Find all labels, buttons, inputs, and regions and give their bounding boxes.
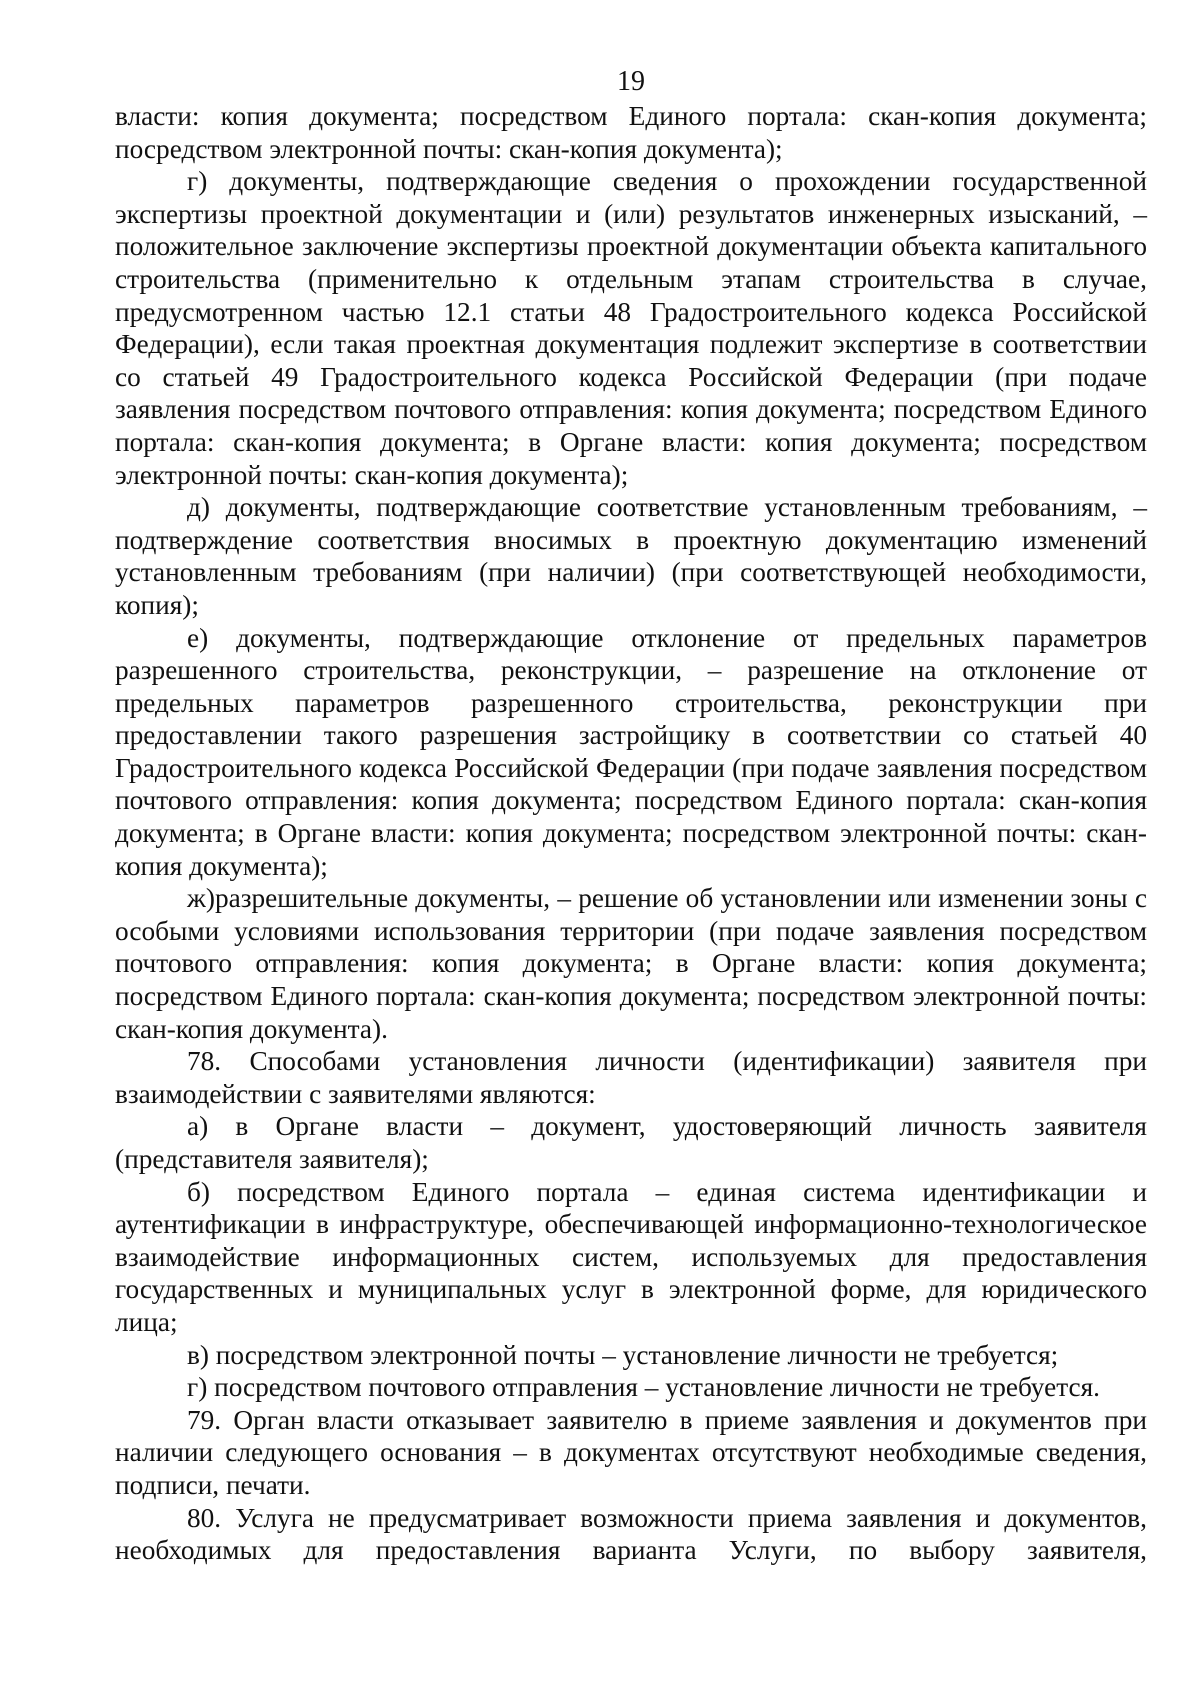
paragraph-78-item-b: б) посредством Единого портала – единая система идентификации и аутентификации в инфраструктуре, обеспечивающей информационно-технологическое взаимодействие информационных систем, используемых для предоставления государственных и муниципальных услуг в электронной форме, для юридического лица; [115,1176,1147,1337]
paragraph-item-d-compliance: д) документы, подтверждающие соответствие установленным требованиям, – подтверждение соответствия вносимых в проектную документацию изменений установленным требованиям (при наличии) (при соответствующей необходимости, копия); [115,492,1147,620]
paragraph-78-item-a: а) в Органе власти – документ, удостоверяющий личность заявителя (представителя заявителя); [115,1111,1147,1174]
paragraph-78-item-v: в) посредством электронной почты – установление личности не требуется; [187,1339,1059,1370]
paragraph-78-item-g: г) посредством почтового отправления – установление личности не требуется. [187,1372,1100,1403]
paragraph-79-refusal: 79. Орган власти отказывает заявителю в приеме заявления и документов при наличии следующего основания – в документах отсутствуют необходимые сведения, подписи, печати. [115,1404,1147,1500]
paragraph-80-service: 80. Услуга не предусматривает возможности приема заявления и документов, необходимых для предоставления варианта Услуги, по выбору заявителя, [115,1502,1147,1566]
paragraph-item-e-deviation: е) документы, подтверждающие отклонение от предельных параметров разрешенного строительства, реконструкции, – разрешение на отклонение от предельных параметров разрешенного строительства, реконструкции при предоставлении такого разрешения застройщику в соответствии со статьей 40 Градостроительного кодекса Российской Федерации (при подаче заявления посредством почтового отправления: копия документа; посредством Единого портала: скан-копия документа; в Органе власти: копия документа; посредством электронной почты: скан-копия документа); [115,622,1147,881]
paragraph-78-identification: 78. Способами установления личности (идентификации) заявителя при взаимодействии с заявителями являются: [115,1046,1147,1109]
paragraph-item-g-expertise: г) документы, подтверждающие сведения о прохождении государственной экспертизы проектной документации и (или) результатов инженерных изысканий, – положительное заключение экспертизы проектной документации объекта капитального строительства (применительно к отдельным этапам строительства в случае, предусмотренном частью 12.1 статьи 48 Градостроительного кодекса Российской Федерации), если такая проектная документация подлежит экспертизе в соответствии со статьей 49 Градостроительного кодекса Российской Федерации (при подаче заявления посредством почтового отправления: копия документа; посредством Единого портала: скан-копия документа; в Органе власти: копия документа; посредством электронной почты: скан-копия документа); [115,166,1147,490]
document-page [115,66,1147,1567]
paragraph-item-zh-permits: ж)разрешительные документы, – решение об установлении или изменении зоны с особыми условиями использования территории (при подаче заявления посредством почтового отправления: копия документа; в Органе власти: копия документа; посредством Единого портала: скан-копия документа; посредством электронной почты: скан-копия документа). [115,883,1147,1044]
paragraph-continuation: власти: копия документа; посредством Единого портала: скан-копия документа; посредством электронной почты: скан-копия документа); [115,101,1147,164]
page-number: 19 [617,66,645,97]
